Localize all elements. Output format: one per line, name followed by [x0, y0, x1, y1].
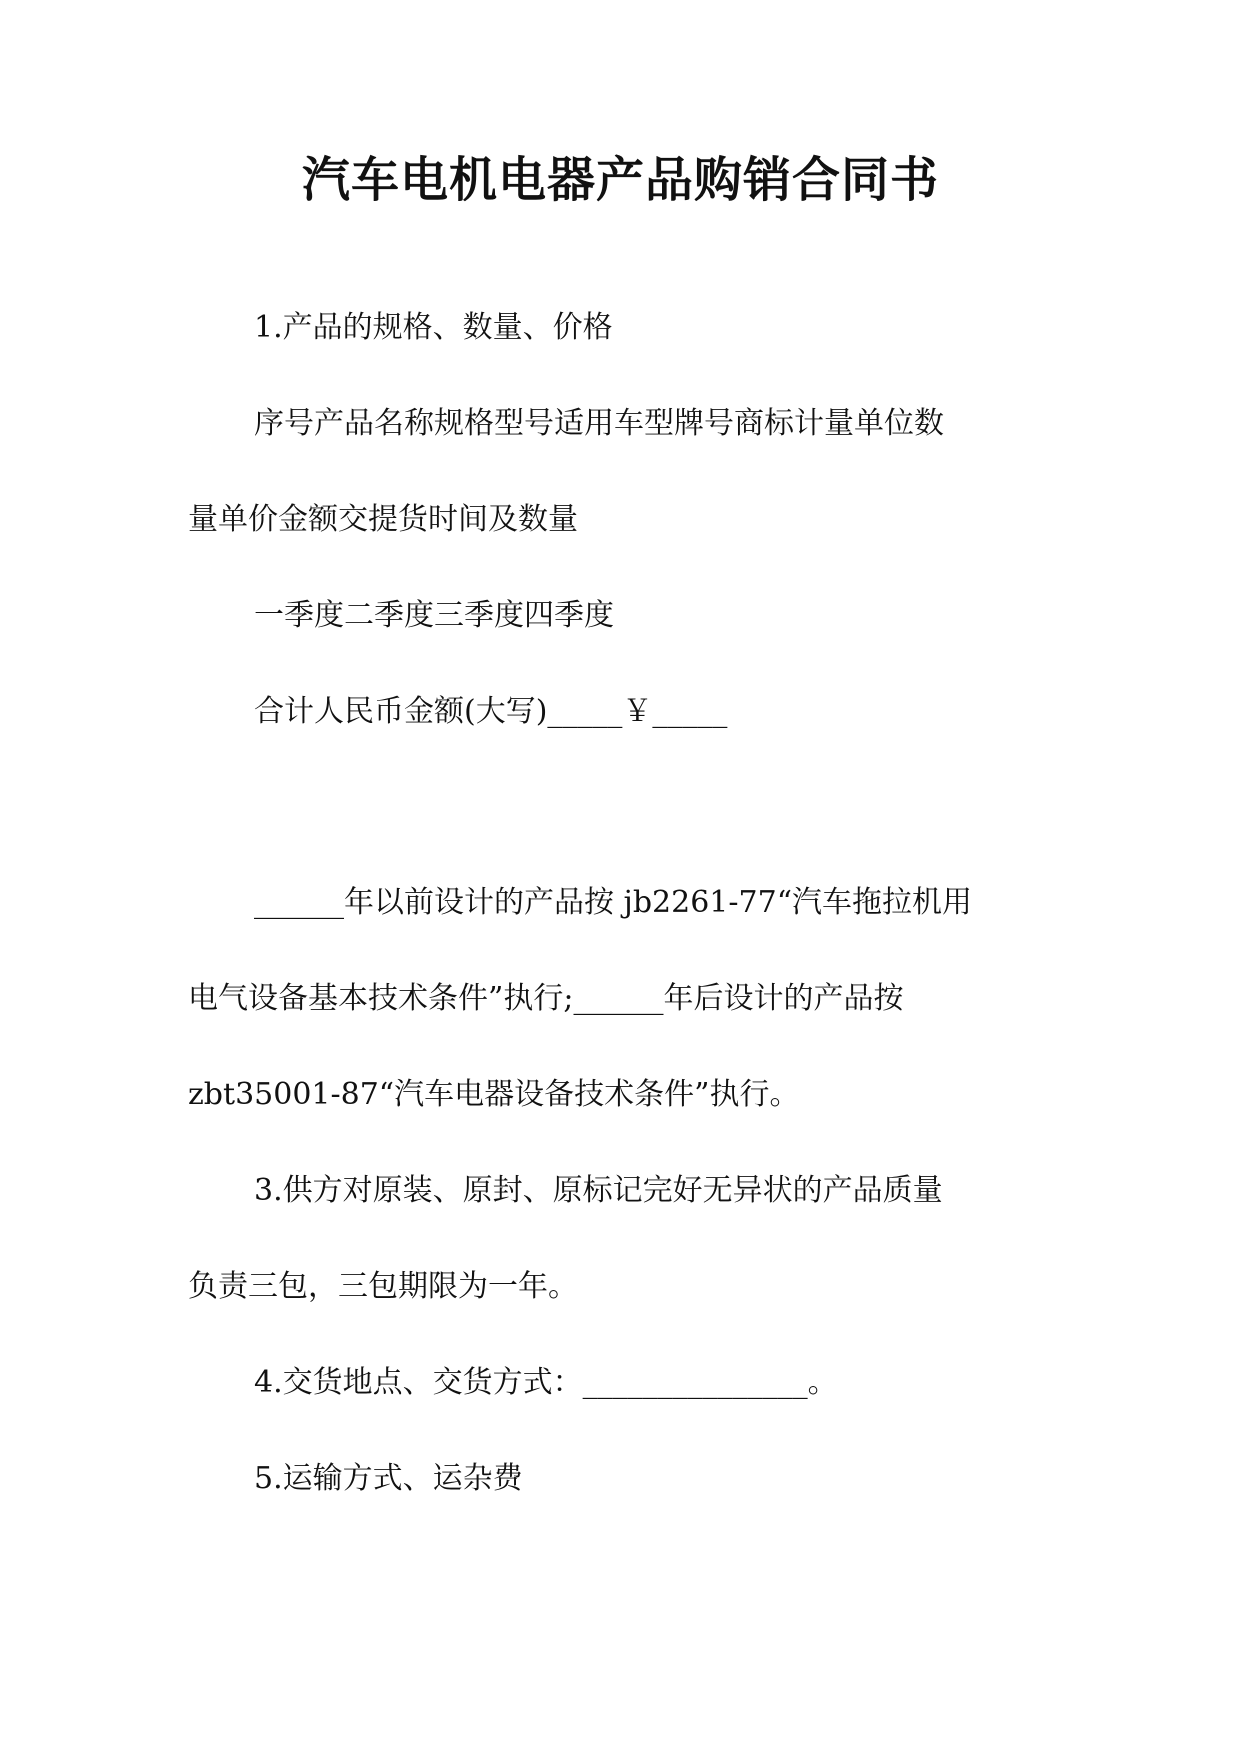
clause-5-transport: 5.运输方式、运杂费: [254, 1461, 523, 1496]
clause-3-line-1: 3.供方对原装、原封、原标记完好无异状的产品质量: [254, 1173, 943, 1208]
table-header-line-2: 量单价金额交提货时间及数量: [188, 502, 578, 537]
clause-1-heading: 1.产品的规格、数量、价格: [254, 310, 613, 345]
document-title: 汽车电机电器产品购销合同书: [301, 152, 939, 208]
standard-clause-line-1: ______年以前设计的产品按 jb2261-77“汽车拖拉机用: [254, 885, 973, 920]
quarter-columns: 一季度二季度三季度四季度: [254, 598, 614, 633]
standard-clause-line-2: 电气设备基本技术条件”执行;______年后设计的产品按: [188, 981, 904, 1016]
standard-clause-line-3: zbt35001-87“汽车电器设备技术条件”执行。: [188, 1077, 800, 1112]
clause-3-line-2: 负责三包，三包期限为一年。: [188, 1269, 578, 1304]
clause-4-delivery: 4.交货地点、交货方式：_______________。: [254, 1365, 838, 1400]
table-header-line-1: 序号产品名称规格型号适用车型牌号商标计量单位数: [254, 406, 944, 441]
total-amount-line: 合计人民币金额(大写)_____￥_____: [254, 694, 728, 729]
